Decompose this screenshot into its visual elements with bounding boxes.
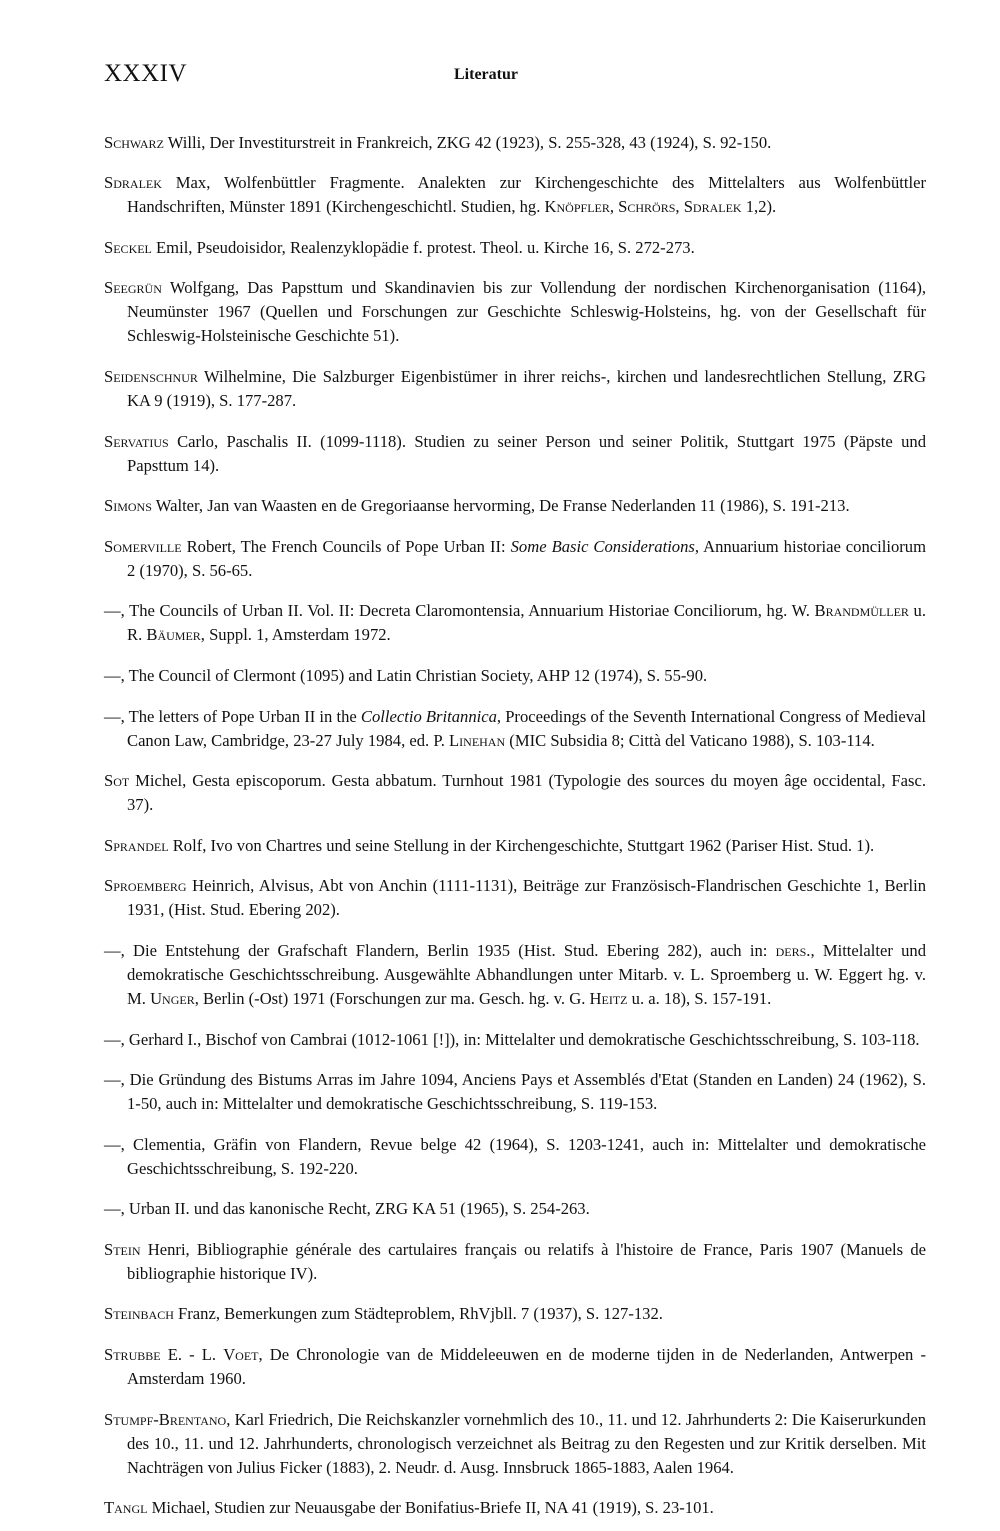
bibliography-entry xyxy=(104,171,926,219)
entry-text: , Proceedings of the Seventh International Congress of Medieval Canon Law, Cambridge, 23-27 July 1984, ed. P. xyxy=(127,706,926,750)
bibliography-entry xyxy=(104,769,926,817)
entry-text: Wilhelmine, Die Salzburger Eigenbistümer in ihrer reichs-, kirchen und landesrechtlichen Stellung, ZRG KA 9 (1919), S. 177-287. xyxy=(127,366,926,410)
entry-text: u. R. xyxy=(127,601,926,645)
entry-text: , De Chronologie van de Middeleeuwen en de moderne tijden in de Nederlanden, Antwerpen - Amsterdam 1960. xyxy=(127,1345,926,1389)
author-name: Brandmüller xyxy=(814,601,909,621)
entry-text: Emil, Pseudoisidor, Realenzyklopädie f. protest. Theol. u. Kirche 16, S. 272-273. xyxy=(151,237,695,257)
entry-text: Henri, Bibliographie générale des cartulaires français ou relatifs à l'histoire de France, Paris 1907 (Manuels de bibliographie historique IV). xyxy=(127,1239,926,1283)
italic-title: Some Basic Considerations xyxy=(510,536,695,556)
entry-text: Michel, Gesta episcoporum. Gesta abbatum. Turnhout 1981 (Typologie des sources du moyen âge occidental, Fasc. 37). xyxy=(127,771,926,815)
entry-text: —, The Council of Clermont (1095) and Latin Christian Society, AHP 12 (1974), S. 55-90. xyxy=(104,665,708,685)
author-name: Stumpf-Brentano xyxy=(104,1409,227,1429)
bibliography-entry xyxy=(104,1133,926,1181)
entry-text: u. a. 18), S. 157-191. xyxy=(627,988,772,1008)
entry-text: —, Urban II. und das kanonische Recht, ZRG KA 51 (1965), S. 254-263. xyxy=(104,1199,590,1219)
entry-text: , Karl Friedrich, Die Reichskanzler vornehmlich des 10., 11. und 12. Jahrhunderts 2: Die Kaiserurkunden des 10., 11. und 12. Jahrhunderts, chronologisch verzeichnet als Beitrag zu den Regesten und zur Kritik derselben. Mit Nachträgen von Julius Ficker (1883), 2. Neudr. d. Ausg. Innsbruck 1865-1883, Aalen 1964. xyxy=(127,1409,926,1477)
author-name: Schwarz xyxy=(104,132,164,152)
bibliography-entry xyxy=(104,705,926,753)
author-name: Sproemberg xyxy=(104,876,187,896)
entry-text: , Mittelalter und demokratische Geschichtsschreibung. Ausgewählte Abhandlungen unter Mitarb. v. L. Sproemberg u. W. Eggert hg. v. M. xyxy=(127,940,926,1008)
bibliography-entry xyxy=(104,430,926,478)
bibliography-entry xyxy=(104,236,926,260)
author-name: Stein xyxy=(104,1239,141,1259)
bibliography-entry xyxy=(104,664,926,688)
bibliography-entry xyxy=(104,1343,926,1391)
entry-text: —, The letters of Pope Urban II in the xyxy=(104,706,361,726)
entry-text: Franz, Bemerkungen zum Städteproblem, RhVjbll. 7 (1937), S. 127-132. xyxy=(173,1304,663,1324)
entry-text: Robert, The French Councils of Pope Urban II: xyxy=(181,536,511,556)
entry-text: , Annuarium historiae conciliorum 2 (1970), S. 56-65. xyxy=(127,536,926,580)
entry-text: Wolfgang, Das Papsttum und Skandinavien bis zur Vollendung der nordischen Kirchenorganisation (1164), Neumünster 1967 (Quellen und Forschungen zur Geschichte Schleswig-Holsteins, hg. von der Gesellschaft für Schleswig-Holsteinische Geschichte 51). xyxy=(127,278,926,346)
bibliography-entry xyxy=(104,276,926,348)
author-name: Strubbe xyxy=(104,1345,161,1365)
author-name: Tangl xyxy=(104,1498,148,1518)
entry-text: , Berlin (-Ost) 1971 (Forschungen zur ma. Gesch. hg. v. G. xyxy=(194,988,590,1008)
entry-text: Michael, Studien zur Neuausgabe der Bonifatius-Briefe II, NA 41 (1919), S. 23-101. xyxy=(147,1498,714,1518)
entry-text: —, Gerhard I., Bischof von Cambrai (1012-1061 [!]), in: Mittelalter und demokratische Geschichtsschreibung, S. 103-118. xyxy=(104,1029,920,1049)
author-name: Seegrün xyxy=(104,278,162,298)
bibliography-entry xyxy=(104,599,926,647)
author-name: Simons xyxy=(104,496,152,516)
author-name: Sprandel xyxy=(104,835,169,855)
author-name: Linehan xyxy=(449,730,506,750)
author-name: Knöpfler, Schrörs, Sdralek xyxy=(544,197,742,217)
bibliography-entry xyxy=(104,1238,926,1286)
entry-text: Walter, Jan van Waasten en de Gregoriaanse hervorming, De Franse Nederlanden 11 (1986), S. 191-213. xyxy=(151,496,850,516)
entry-text: Willi, Der Investiturstreit in Frankreich, ZKG 42 (1923), S. 255-328, 43 (1924), S. 92-150. xyxy=(163,132,772,152)
bibliography-entry xyxy=(104,939,926,1011)
author-name: Seckel xyxy=(104,237,152,257)
author-name: Steinbach xyxy=(104,1304,174,1324)
entry-text: Heinrich, Alvisus, Abt von Anchin (1111-1131), Beiträge zur Französisch-Flandrischen Geschichte 1, Berlin 1931, (Hist. Stud. Ebering 202). xyxy=(127,876,926,920)
author-name: Servatius xyxy=(104,431,169,451)
bibliography-list xyxy=(104,114,926,1531)
author-name: ders. xyxy=(775,940,811,960)
entry-text: E. - L. xyxy=(160,1345,224,1365)
bibliography-entry xyxy=(104,874,926,922)
author-name: Heitz xyxy=(589,988,628,1008)
bibliography-entry xyxy=(104,1197,926,1221)
entry-text: (MIC Subsidia 8; Città del Vaticano 1988), S. 103-114. xyxy=(505,730,875,750)
running-title: Literatur xyxy=(454,66,518,83)
bibliography-entry xyxy=(104,535,926,583)
bibliography-entry xyxy=(104,1496,926,1520)
bibliography-entry xyxy=(104,365,926,413)
author-name: Seidenschnur xyxy=(104,366,198,386)
entry-text: —, Die Entstehung der Grafschaft Flandern, Berlin 1935 (Hist. Stud. Ebering 282), auch in: xyxy=(104,940,776,960)
author-name: Sot xyxy=(104,771,130,791)
entry-text: Rolf, Ivo von Chartres und seine Stellung in der Kirchengeschichte, Stuttgart 1962 (Pariser Hist. Stud. 1). xyxy=(168,835,875,855)
entry-text: 1,2). xyxy=(741,197,777,217)
bibliography-entry xyxy=(104,1068,926,1116)
bibliography-entry xyxy=(104,1302,926,1326)
entry-text: —, Clementia, Gräfin von Flandern, Revue belge 42 (1964), S. 1203-1241, auch in: Mittelalter und demokratische Geschichtsschreibung, S. 192-220. xyxy=(104,1134,926,1178)
bibliography-entry xyxy=(104,834,926,858)
author-name: Bäumer xyxy=(146,625,201,645)
bibliography-entry xyxy=(104,1408,926,1480)
author-name: Voet xyxy=(223,1345,259,1365)
page-number: XXXIV xyxy=(104,60,188,87)
entry-text: —, The Councils of Urban II. Vol. II: Decreta Claromontensia, Annuarium Historiae Conciliorum, hg. W. xyxy=(104,601,815,621)
bibliography-entry xyxy=(104,494,926,518)
author-name: Unger xyxy=(150,988,195,1008)
entry-text: Carlo, Paschalis II. (1099-1118). Studien zu seiner Person und seiner Politik, Stuttgart 1975 (Päpste und Papsttum 14). xyxy=(127,431,926,475)
author-name: Somerville xyxy=(104,536,182,556)
entry-text: —, Die Gründung des Bistums Arras im Jahre 1094, Anciens Pays et Assemblés d'Etat (Standen en Landen) 24 (1962), S. 1-50, auch in: Mittelalter und demokratische Geschichtsschreibung, S. 119-153. xyxy=(104,1070,926,1114)
entry-text: Max, Wolfenbüttler Fragmente. Analekten zur Kirchengeschichte des Mittelalters aus Wolfenbüttler Handschriften, Münster 1891 (Kirchengeschichtl. Studien, hg. xyxy=(127,173,926,217)
bibliography-entry xyxy=(104,131,926,155)
entry-text: , Suppl. 1, Amsterdam 1972. xyxy=(200,625,391,645)
page-header xyxy=(104,60,924,100)
author-name: Sdralek xyxy=(104,173,162,193)
bibliography-entry xyxy=(104,1028,926,1052)
italic-title: Collectio Britannica xyxy=(360,706,497,726)
